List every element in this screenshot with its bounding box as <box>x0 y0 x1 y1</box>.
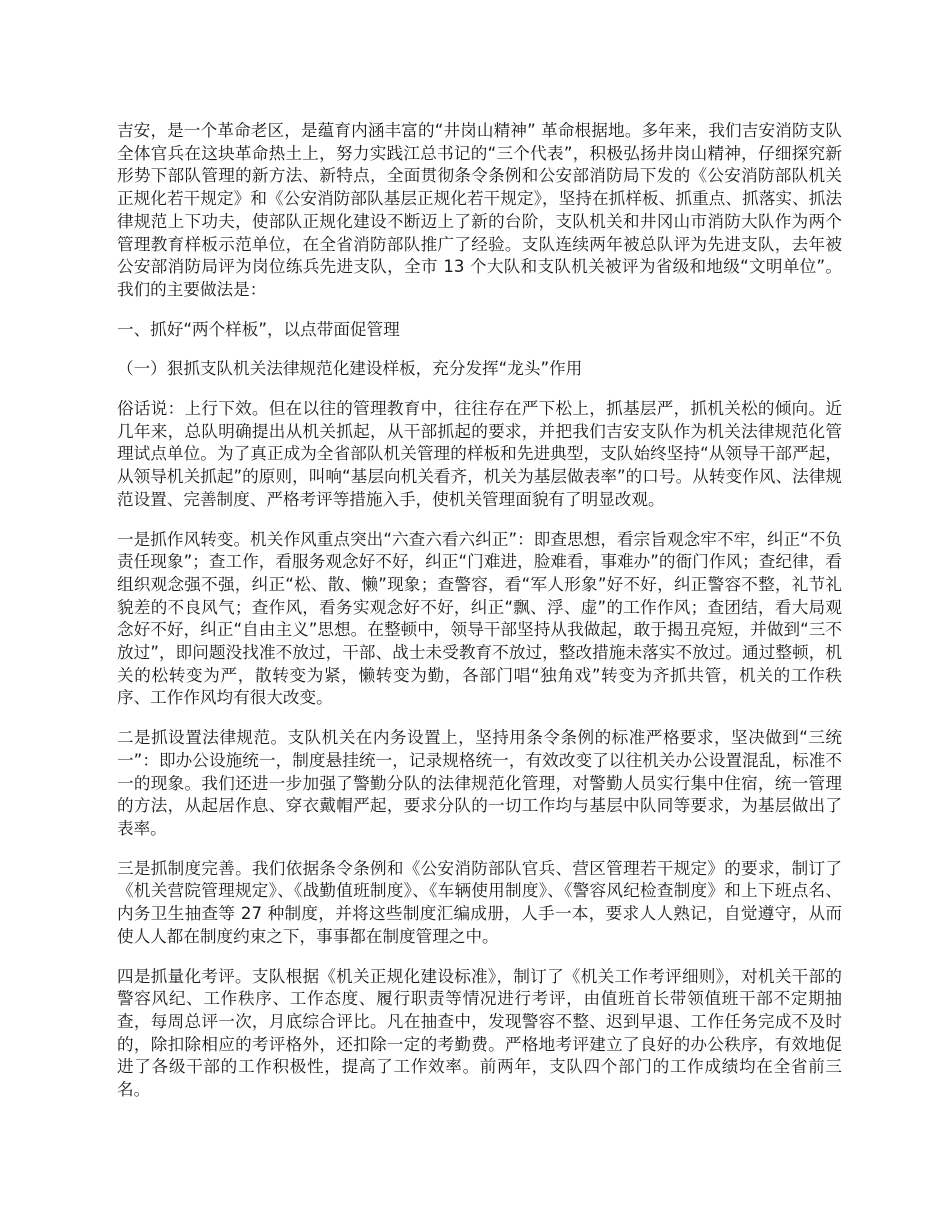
intro-paragraph: 吉安，是一个革命老区，是蕴育内涵丰富的“井岗山精神” 革命根据地。多年来，我们吉安消防支队全体官兵在这块革命热土上，努力实践江总书记的“三个代表”，积极弘扬井岗山精神，仔细探究新形势下部队管理的新方法、新特点，全面贯彻条令条例和公安部消防局下发的《公安消防部队机关正规化若干规定》和《公安消防部队基层正规化若干规定》，坚持在抓样板、抓重点、抓落实、抓法律规范上下功夫，使部队正规化建设不断迈上了新的台阶，支队机关和井冈山市消防大队作为两个管理教育样板示范单位，在全省消防部队推广了经验。支队连续两年被总队评为先进支队，去年被公安部消防局评为岗位练兵先进支队，全市 13 个大队和支队机关被评为省级和地级“文明单位”。我们的主要做法是： <box>117 121 842 299</box>
paragraph-setup-standards: 二是抓设置法律规范。支队机关在内务设置上，坚持用条令条例的标准严格要求，坚决做到“三统一”：即办公设施统一，制度悬挂统一，记录规格统一，有效改变了以往机关办公设置混乱，标准不一的现象。我们还进一步加强了警勤分队的法律规范化管理，对警勤人员实行集中住宿，统一管理的方法，从起居作息、穿衣戴帽严起，要求分队的一切工作均与基层中队同等要求，为基层做出了表率。 <box>117 728 842 838</box>
paragraph-quantified-evaluation: 四是抓量化考评。支队根据《机关正规化建设标准》，制订了《机关工作考评细则》，对机关干部的警容风纪、工作秩序、工作态度、履行职责等情况进行考评，由值班首长带领值班干部不定期抽查，每周总评一次，月底综合评比。凡在抽查中，发现警容不整、迟到早退、工作任务完成不及时的，除扣除相应的考评格外，还扣除一定的考勤费。严格地考评建立了良好的办公秩序，有效地促进了各级干部的工作积极性，提高了工作效率。前两年，支队四个部门的工作成绩均在全省前三名。 <box>117 966 842 1100</box>
paragraph-style-change: 一是抓作风转变。机关作风重点突出“六查六看六纠正”：即查思想，看宗旨观念牢不牢，纠正“不负责任现象”；查工作，看服务观念好不好，纠正“门难进，脸难看，事难办”的衙门作风；查纪律，看组织观念强不强，纠正“松、散、懒”现象；查警容，看“军人形象”好不好，纠正警容不整，礼节礼貌差的不良风气；查作风，看务实观念好不好，纠正“飘、浮、虚”的工作作风；查团结，看大局观念好不好，纠正“自由主义”思想。在整顿中，领导干部坚持从我做起，敢于揭丑亮短，并做到“三不放过”，即问题没找准不放过，干部、战士未受教育不放过，整改措施未落实不放过。通过整顿，机关的松转变为严，散转变为紧，懒转变为勤，各部门唱“独角戏”转变为齐抓共管，机关的工作秩序、工作作风均有很大改变。 <box>117 529 842 708</box>
section-heading-1: 一、抓好“两个样板”，以点带面促管理 <box>117 319 400 339</box>
subsection-heading-1: （一）狠抓支队机关法律规范化建设样板，充分发挥“龙头”作用 <box>117 359 583 379</box>
document-page <box>117 120 842 1119</box>
paragraph-system-improvement: 三是抓制度完善。我们依据条令条例和《公安消防部队官兵、营区管理若干规定》的要求，制订了《机关营院管理规定》、《战勤值班制度》、《车辆使用制度》、《警容风纪检查制度》和上下班点名、内务卫生抽查等 27 种制度，并将这些制度汇编成册，人手一本，要求人人熟记，自觉遵守，从而使人人都在制度约束之下，事事都在制度管理之中。 <box>117 858 842 946</box>
paragraph-proverb: 俗话说：上行下效。但在以往的管理教育中，往往存在严下松上，抓基层严，抓机关松的倾向。近几年来，总队明确提出从机关抓起，从干部抓起的要求，并把我们吉安支队作为机关法律规范化管理试点单位。为了真正成为全省部队机关管理的样板和先进典型，支队始终坚持“从领导干部严起，从领导机关抓起”的原则，叫响“基层向机关看齐，机关为基层做表率”的口号。从转变作风、法律规范设置、完善制度、严格考评等措施入手，使机关管理面貌有了明显改观。 <box>117 399 842 509</box>
